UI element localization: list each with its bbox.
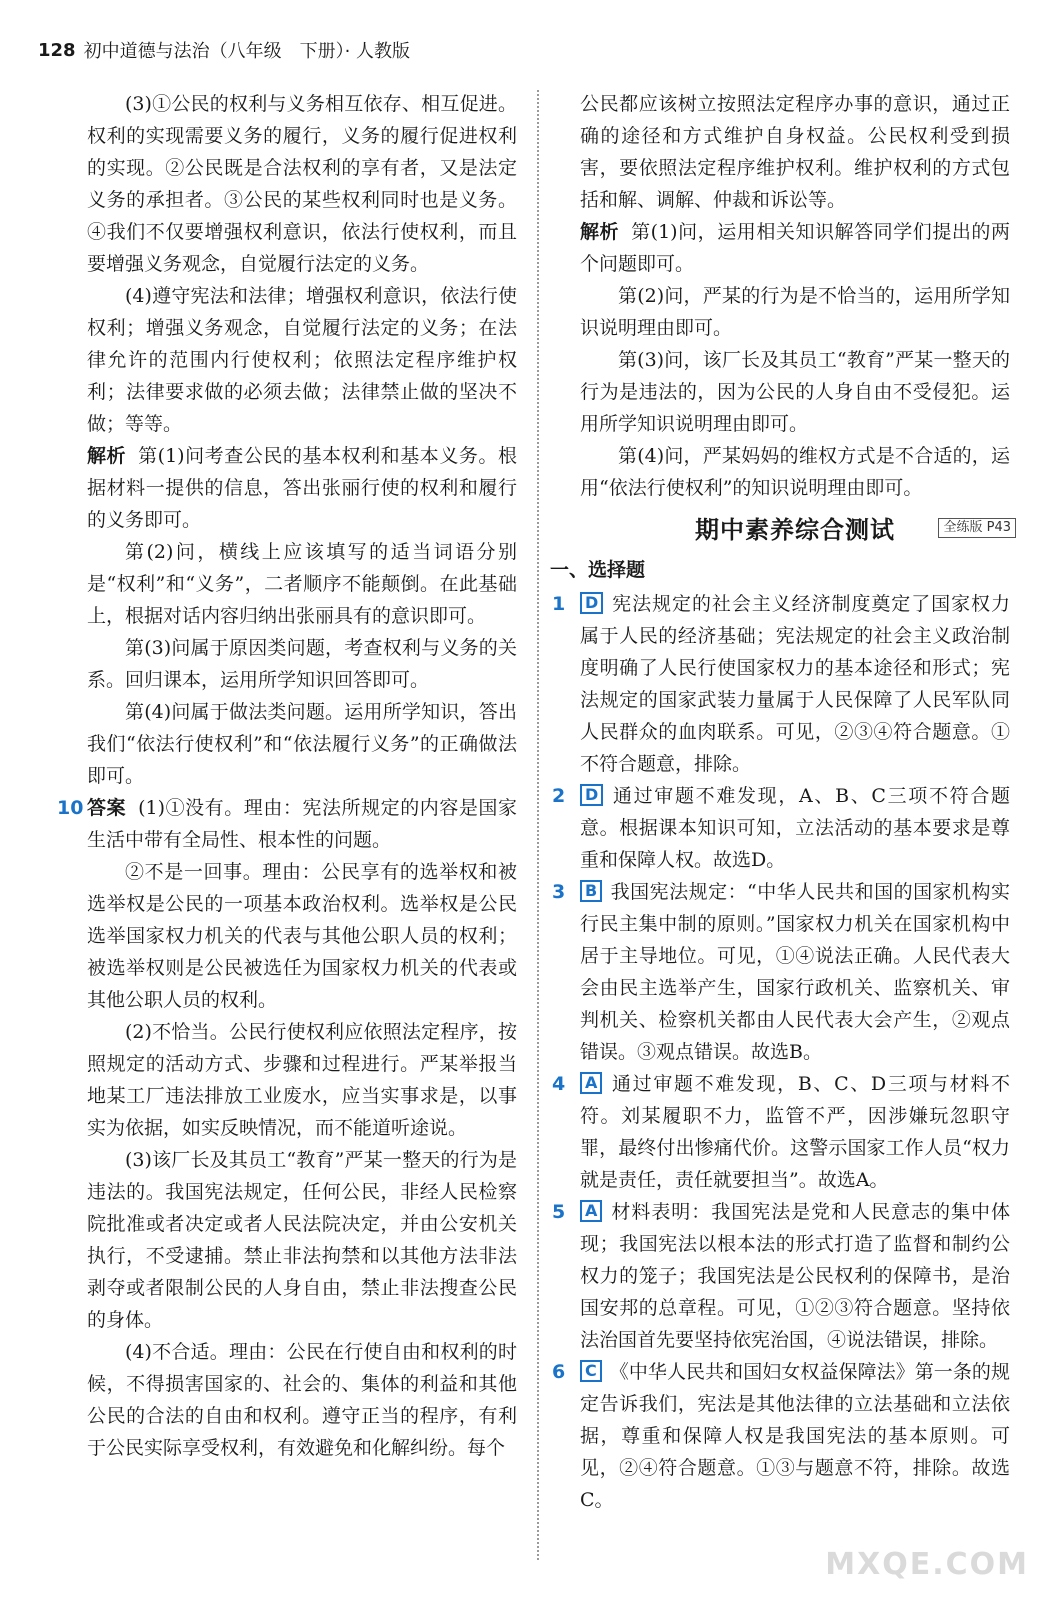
analysis-tag: 解析 (87, 445, 127, 467)
analysis-paragraph (87, 440, 517, 536)
answer-text: (1)①没有。理由：宪法所规定的内容是国家生活中带有全局性、根本性的问题。 (87, 797, 517, 851)
answer-tag: 答案 (87, 797, 127, 819)
section-ref: 全练版 P43 (938, 518, 1016, 538)
paragraph: (3)①公民的权利与义务相互依存、相互促进。权利的实现需要义务的履行，义务的履行促进权利的实现。②公民既是合法权利的享有者，又是法定义务的承担者。③公民的某些权利同时也是义务。④我们不仅要增强权利意识，依法行使权利，而且要增强义务观念，自觉履行法定的义务。 (87, 93, 517, 275)
question-explanation: 通过审题不难发现，A、B、C三项不符合题意。根据课本知识可知，立法活动的基本要求是尊重和保障人权。故选D。 (580, 785, 1010, 871)
page-header (38, 30, 410, 70)
choice-question (552, 780, 1010, 876)
left-column (57, 88, 517, 1464)
analysis-paragraph (580, 216, 1010, 280)
paragraph: (2)不恰当。公民行使权利应依照法定程序，按照规定的活动方式、步骤和过程进行。严某举报当地某工厂违法排放工业废水，应当实事求是，以事实为依据，如实反映情况，而不能道听途说。 (87, 1021, 517, 1139)
paragraph: 第(4)问属于做法类问题。运用所学知识，答出我们“依法行使权利”和“依法履行义务”的正确做法即可。 (87, 701, 517, 787)
answer-box: A (580, 1200, 602, 1222)
question-text-line (580, 780, 1010, 876)
paragraph: 第(3)问属于原因类问题，考查权利与义务的关系。回归课本，运用所学知识回答即可。 (87, 637, 517, 691)
answer-box: C (580, 1360, 602, 1382)
choice-question (552, 588, 1010, 780)
question-text-line (580, 1196, 1010, 1356)
section-title: 期中素养综合测试 (695, 516, 895, 544)
question-number: 10 (57, 797, 84, 819)
question-explanation: 宪法规定的社会主义经济制度奠定了国家权力属于人民的经济基础；宪法规定的社会主义政治制度明确了人民行使国家权力的基本途径和形式；宪法规定的国家武装力量属于人民保障了人民军队同人民群众的血肉联系。可见，②③④符合题意。①不符合题意，排除。 (580, 593, 1010, 775)
question-number: 1 (552, 593, 566, 615)
question-explanation: 材料表明：我国宪法是党和人民意志的集中体现；我国宪法以根本法的形式打造了监督和制约公权力的笼子；我国宪法是公民权利的保障书，是治国安邦的总章程。可见，①②③符合题意。坚持依法治国首先要坚持依宪治国，④说法错误，排除。 (580, 1201, 1010, 1351)
question-number: 5 (552, 1201, 566, 1223)
choice-question (552, 1068, 1010, 1196)
paragraph: (4)不合适。理由：公民在行使自由和权利的时候，不得损害国家的、社会的、集体的利益和其他公民的合法的自由和权利。遵守正当的程序，有利于公民实际享受权利，有效避免和化解纠纷。每个 (87, 1341, 517, 1459)
paragraph: 第(3)问，该厂长及其员工“教育”严某一整天的行为是违法的，因为公民的人身自由不受侵犯。运用所学知识说明理由即可。 (580, 349, 1010, 435)
paragraph: 第(2)问，严某的行为是不恰当的，运用所学知识说明理由即可。 (580, 285, 1010, 339)
page-number: 128 (38, 39, 76, 61)
question-explanation: 《中华人民共和国妇女权益保障法》第一条的规定告诉我们，宪法是其他法律的立法基础和立法依据，尊重和保障人权是我国宪法的基本原则。可见，②④符合题意。①③与题意不符，排除。故选C。 (580, 1361, 1010, 1511)
paragraph: 公民都应该树立按照法定程序办事的意识，通过正确的途径和方式维护自身权益。公民权利受到损害，要依照法定程序维护权利。维护权利的方式包括和解、调解、仲裁和诉讼等。 (580, 93, 1010, 211)
paragraph: 第(4)问，严某妈妈的维权方式是不合适的，运用“依法行使权利”的知识说明理由即可。 (580, 445, 1010, 499)
analysis-text: 第(1)问考查公民的基本权利和基本义务。根据材料一提供的信息，答出张丽行使的权利和履行的义务即可。 (87, 445, 517, 531)
paragraph: 第(2)问，横线上应该填写的适当词语分别是“权利”和“义务”，二者顺序不能颠倒。在此基础上，根据对话内容归纳出张丽具有的意识即可。 (87, 541, 517, 627)
answer-box: A (580, 1072, 602, 1094)
analysis-tag: 解析 (580, 221, 620, 243)
paragraph: (4)遵守宪法和法律；增强权利意识，依法行使权利；增强义务观念，自觉履行法定的义务；在法律允许的范围内行使权利；依照法定程序维护权利；法律要求做的必须去做；法律禁止做的坚决不做；等等。 (87, 285, 517, 435)
paragraph: ②不是一回事。理由：公民享有的选举权和被选举权是公民的一项基本政治权利。选举权是公民选举国家权力机关的代表与其他公职人员的权利；被选举权则是公民被选任为国家权力机关的代表或其他公职人员的权利。 (87, 861, 517, 1011)
answer-box: D (580, 784, 603, 806)
question-number: 2 (552, 785, 566, 807)
question-text-line (580, 1356, 1010, 1516)
part-title: 一、选择题 (550, 559, 646, 581)
answer-box: B (580, 880, 602, 902)
question-text-line (580, 588, 1010, 780)
analysis-text: 第(1)问，运用相关知识解答同学们提出的两个问题即可。 (580, 221, 1010, 275)
question-number: 4 (552, 1073, 566, 1095)
watermark: MXQE.COM (825, 1547, 1029, 1582)
paragraph: (3)该厂长及其员工“教育”严某一整天的行为是违法的。我国宪法规定，任何公民，非经人民检察院批准或者决定或者人民法院决定，并由公安机关执行，不受逮捕。禁止非法拘禁和以其他方法非法剥夺或者限制公民的人身自由，禁止非法搜查公民的身体。 (87, 1149, 517, 1331)
question-10 (57, 792, 517, 1464)
section-header (580, 508, 1010, 552)
question-text-line (580, 1068, 1010, 1196)
question-number: 3 (552, 881, 566, 903)
choice-question (552, 876, 1010, 1068)
question-number: 6 (552, 1361, 566, 1383)
choice-question (552, 1196, 1010, 1356)
answer-box: D (580, 592, 603, 614)
book-title: 初中道德与法治（八年级 下册）· 人教版 (83, 41, 411, 62)
question-text-line (580, 876, 1010, 1068)
right-column (550, 88, 1011, 1516)
choice-question (552, 1356, 1010, 1516)
question-explanation: 通过审题不难发现，B、C、D三项与材料不符。刘某履职不力，监管不严，因涉嫌玩忽职守罪，最终付出惨痛代价。这警示国家工作人员“权力就是责任，责任就要担当”。故选A。 (580, 1073, 1010, 1191)
column-divider (537, 90, 539, 1560)
answer-paragraph (87, 792, 517, 856)
choice-question-list (552, 588, 1010, 1516)
question-explanation: 我国宪法规定：“中华人民共和国的国家机构实行民主集中制的原则。”国家权力机关在国家机构中居于主导地位。可见，①④说法正确。人民代表大会由民主选举产生，国家行政机关、监察机关、审判机关、检察机关都由人民代表大会产生，②观点错误。③观点错误。故选B。 (580, 881, 1010, 1063)
